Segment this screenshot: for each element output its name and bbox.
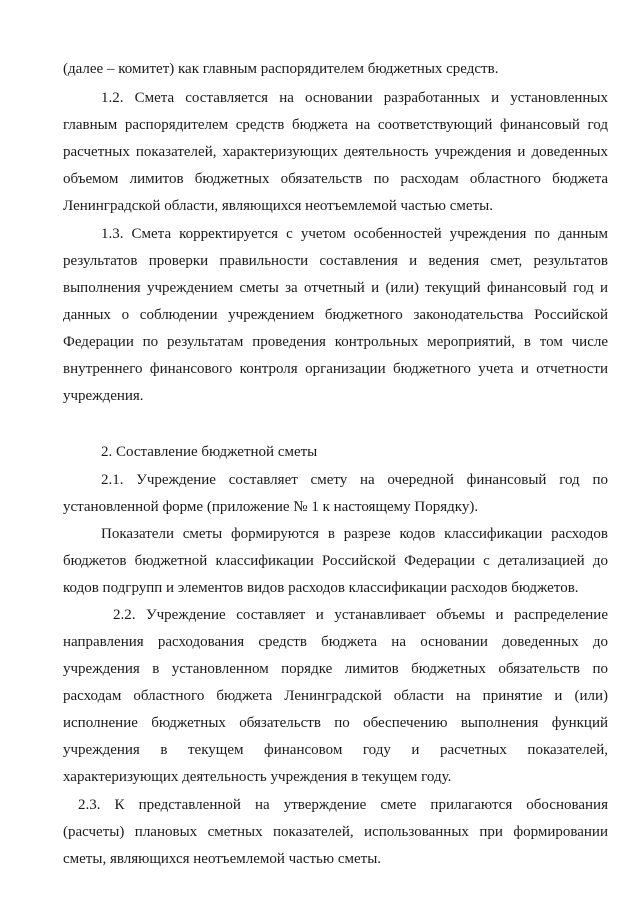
paragraph-1-2-first-line: 1.2. Смета составляется на основании разработанных и установленных: [101, 90, 608, 106]
text-line: сметы, являющихся неотъемлемой частью сметы.: [63, 851, 382, 867]
paragraph-2-2-first-line: 2.2. Учреждение составляет и устанавливает объемы и распределение: [113, 607, 608, 623]
paragraph-2-1-first-line: 2.1. Учреждение составляет смету на очередной финансовый год по: [101, 472, 608, 488]
text-line: кодов подгрупп и элементов видов расходов классификации расходов бюджетов.: [63, 580, 579, 596]
text-line: Ленинградской области, являющихся неотъемлемой частью сметы.: [63, 198, 493, 214]
section-heading: 2. Составление бюджетной сметы: [101, 444, 318, 460]
text-line: характеризующих деятельность учреждения в текущем году.: [63, 769, 452, 785]
text-line: бюджетов бюджетной классификации Российской Федерации с детализацией до: [63, 553, 608, 569]
text-line: учреждения в текущем финансовом году и расчетных показателей,: [63, 742, 608, 758]
text-line: расчетных показателей, характеризующих деятельность учреждения и доведенных: [63, 144, 608, 160]
text-line: объемом лимитов бюджетных обязательств по расходам областного бюджета: [63, 171, 608, 187]
text-line: (далее – комитет) как главным распорядителем бюджетных средств.: [63, 61, 499, 77]
text-line: результатов проверки правильности составления и ведения смет, результатов: [63, 253, 608, 269]
text-line: учреждения.: [63, 388, 144, 404]
text-line: учреждения в установленном порядке лимитов бюджетных обязательств по: [63, 661, 608, 677]
text-line: установленной форме (приложение № 1 к настоящему Порядку).: [63, 499, 479, 515]
text-line: внутреннего финансового контроля организации бюджетного учета и отчетности: [63, 361, 608, 377]
text-line: исполнение бюджетных обязательств по обеспечению выполнения функций: [63, 715, 608, 731]
text-line: данных о соблюдении учреждением бюджетного законодательства Российской: [63, 307, 608, 323]
paragraph-2-3-first-line: 2.3. К представленной на утверждение смете прилагаются обоснования: [78, 797, 608, 813]
paragraph-indicators-first-line: Показатели сметы формируются в разрезе кодов классификации расходов: [101, 526, 608, 542]
text-line: главным распорядителем средств бюджета на соответствующий финансовый год: [63, 117, 608, 133]
text-line: (расчеты) плановых сметных показателей, использованных при формировании: [63, 824, 608, 840]
text-line: расходам областного бюджета Ленинградской области на принятие и (или): [63, 688, 608, 704]
text-line: направления расходования средств бюджета на основании доведенных до: [63, 634, 608, 650]
text-line: Федерации по результатам проведения контрольных мероприятий, в том числе: [63, 334, 608, 350]
text-line: выполнения учреждением сметы за отчетный и (или) текущий финансовый год и: [63, 280, 608, 296]
paragraph-1-3-first-line: 1.3. Смета корректируется с учетом особенностей учреждения по данным: [101, 226, 608, 242]
